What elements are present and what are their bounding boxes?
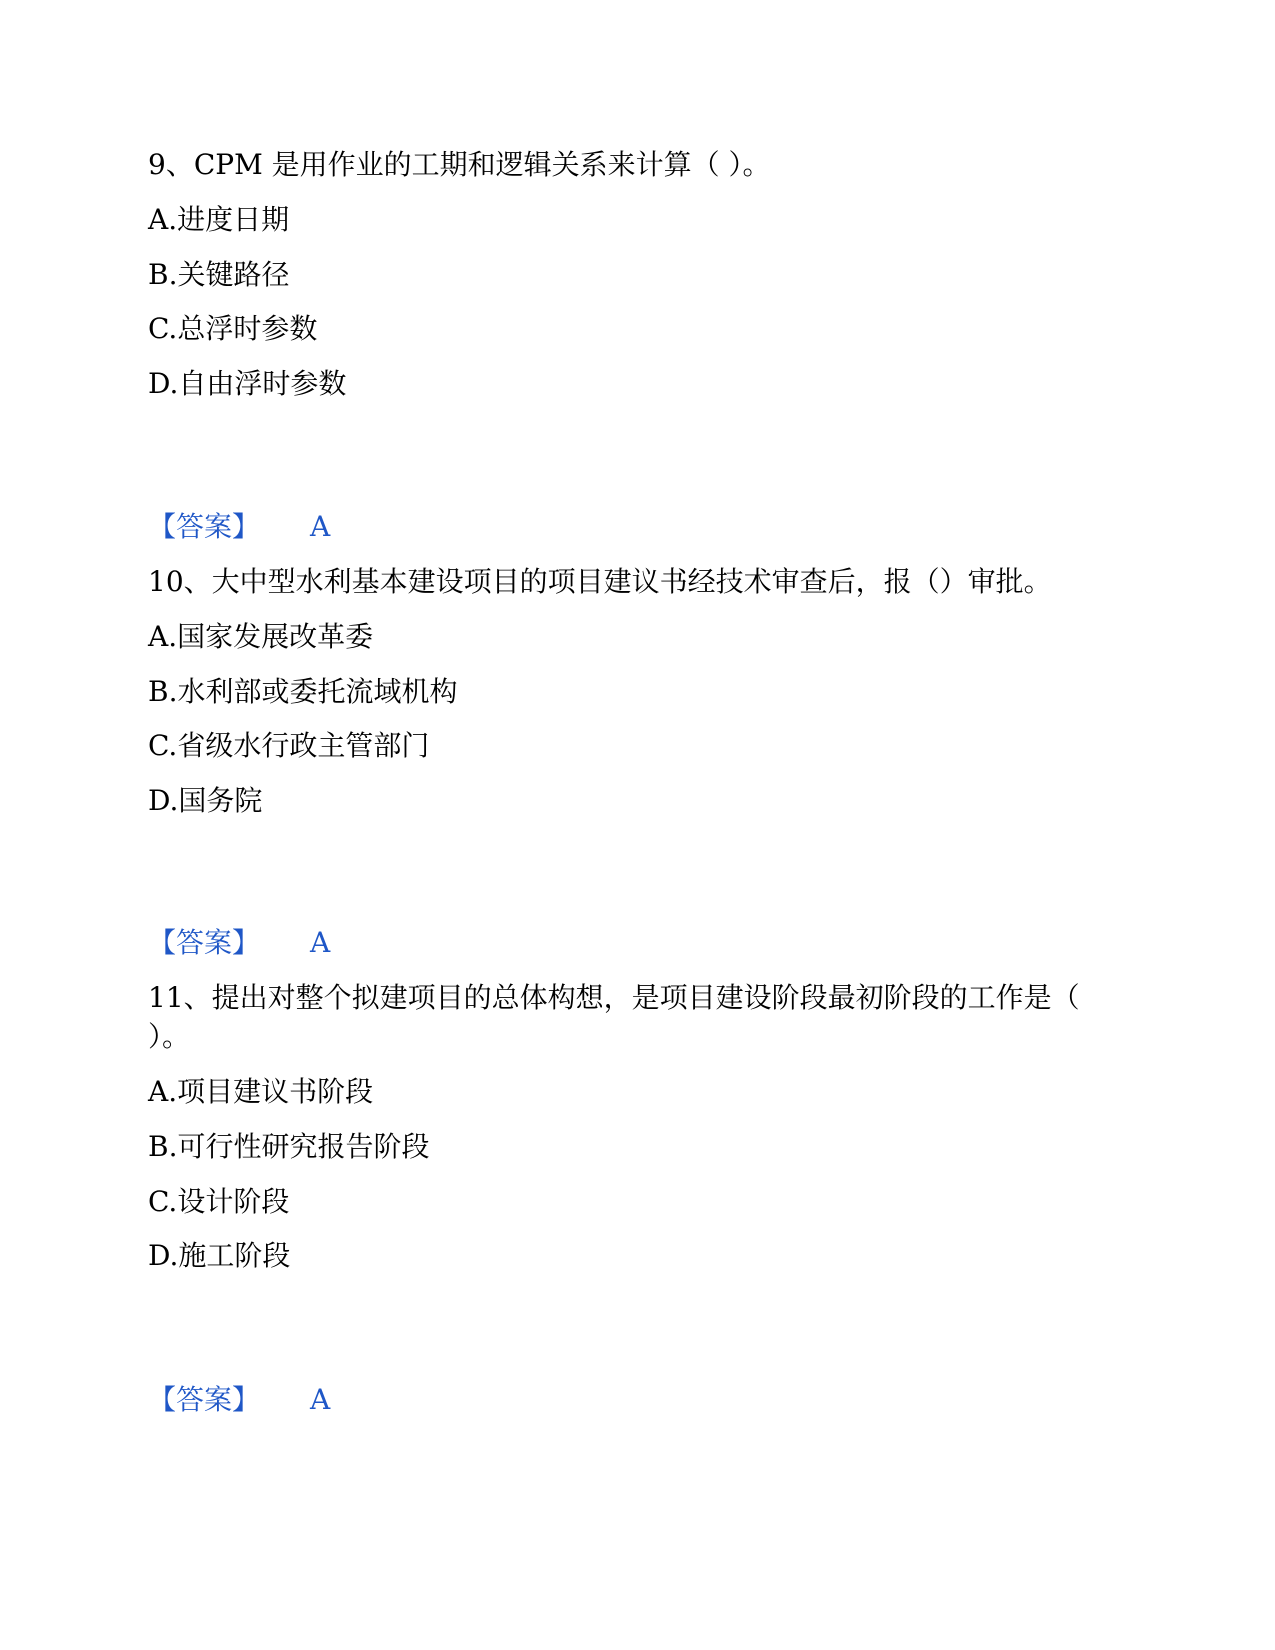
- question-10-option-a: A.国家发展改革委: [148, 620, 374, 653]
- question-10-option-c: C.省级水行政主管部门: [148, 729, 430, 762]
- question-10-option-b: B.水利部或委托流域机构: [148, 675, 458, 708]
- answer-value: A: [310, 926, 331, 959]
- question-11-option-a: A.项目建议书阶段: [148, 1075, 374, 1108]
- question-11-option-c: C.设计阶段: [148, 1185, 290, 1218]
- answer-label: 【答案】: [148, 1383, 261, 1416]
- question-9-option-d: D.自由浮时参数: [148, 367, 347, 400]
- question-11-stem-line2: ）。: [148, 1020, 191, 1053]
- question-9-stem: 9、CPM 是用作业的工期和逻辑关系来计算（ ）。: [148, 148, 771, 181]
- question-11-option-b: B.可行性研究报告阶段: [148, 1130, 430, 1163]
- question-10-option-d: D.国务院: [148, 784, 263, 817]
- answer-value: A: [310, 1383, 331, 1416]
- question-10-stem: 10、大中型水利基本建设项目的项目建议书经技术审查后，报（）审批。: [148, 565, 1052, 598]
- answer-label: 【答案】: [148, 926, 261, 959]
- question-9-option-c: C.总浮时参数: [148, 312, 318, 345]
- question-11-answer: [148, 1383, 330, 1417]
- question-9-option-b: B.关键路径: [148, 258, 290, 291]
- question-11-option-d: D.施工阶段: [148, 1239, 291, 1272]
- question-11-stem-line1: 11、提出对整个拟建项目的总体构想，是项目建设阶段最初阶段的工作是（: [148, 981, 1080, 1014]
- answer-value: A: [310, 510, 331, 543]
- question-9-option-a: A.进度日期: [148, 203, 290, 236]
- answer-label: 【答案】: [148, 510, 261, 543]
- question-9-answer: [148, 510, 330, 544]
- question-10-answer: [148, 926, 330, 960]
